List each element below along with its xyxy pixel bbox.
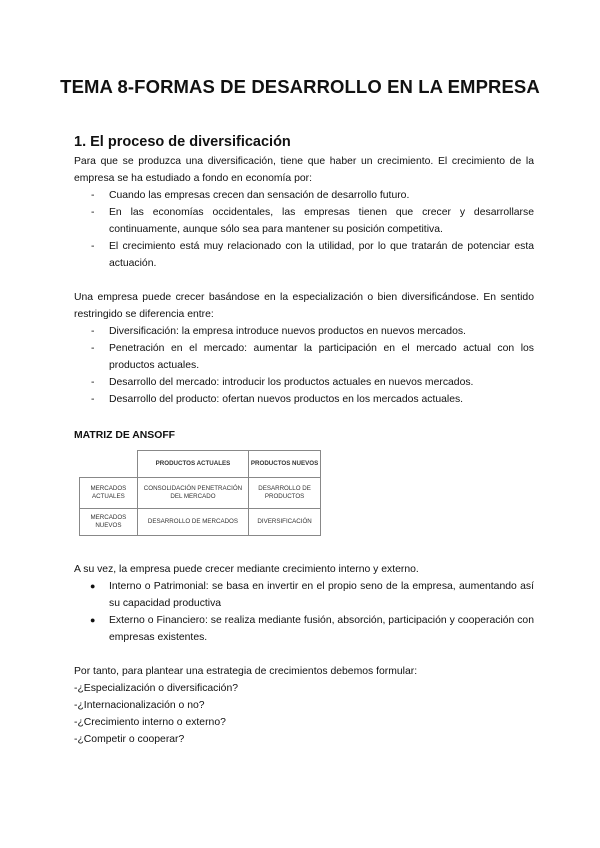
list-item: - En las economías occidentales, las empresas tienen que crecer y desarrollarse continuamente, aunque sólo sea para mantener su posición competitiva. (91, 207, 534, 235)
list-item: ● Externo o Financiero: se realiza mediante fusión, absorción, participación y cooperación con empresas existentes. (74, 612, 534, 646)
list-item: - El crecimiento está muy relacionado con la utilidad, por lo que tratarán de potenciar esta actuación. (91, 241, 534, 269)
list-item: - Desarrollo del mercado: introducir los productos actuales en nuevos mercados. (91, 377, 474, 388)
section3-list (74, 578, 534, 646)
question-item: -¿Internacionalización o no? (74, 700, 205, 711)
question-item: -¿Crecimiento interno o externo? (74, 717, 226, 728)
ansoff-matrix (79, 450, 321, 536)
table-header: PRODUCTOS NUEVOS (249, 451, 321, 478)
question-item: -¿Competir o cooperar? (74, 734, 185, 745)
row-header: MERCADOS NUEVOS (80, 509, 138, 536)
table-cell: DIVERSIFICACIÓN (249, 509, 321, 536)
list-item: ● Interno o Patrimonial: se basa en invertir en el propio seno de la empresa, aumentando así su capacidad productiva (74, 578, 534, 612)
question-item: -¿Especialización o diversificación? (74, 683, 239, 694)
table-cell: DESARROLLO DE MERCADOS (137, 509, 248, 536)
bullet-icon: ● (90, 615, 96, 625)
list-item: - Diversificación: la empresa introduce nuevos productos en nuevos mercados. (91, 326, 466, 337)
table-row (80, 478, 321, 509)
section-heading: 1. El proceso de diversificación (74, 134, 291, 150)
section4-intro: Por tanto, para plantear una estrategia de crecimientos debemos formular: (74, 666, 418, 677)
section4-block (74, 663, 534, 748)
section3-block (74, 561, 534, 646)
table-cell: CONSOLIDACIÓN PENETRACIÓN DEL MERCADO (137, 478, 248, 509)
section2-block (74, 289, 534, 408)
list-item: - Cuando las empresas crecen dan sensación de desarrollo futuro. (91, 190, 410, 201)
document-title: TEMA 8-FORMAS DE DESARROLLO EN LA EMPRESA (60, 76, 540, 97)
table-row (80, 451, 321, 478)
matrix-label: MATRIZ DE ANSOFF (74, 430, 176, 441)
section3-intro: A su vez, la empresa puede crecer mediante crecimiento interno y externo. (74, 564, 419, 575)
list-item: - Penetración en el mercado: aumentar la participación en el mercado actual con los productos actuales. (91, 343, 534, 371)
list-item: - Desarrollo del producto: ofertan nuevos productos en los mercados actuales. (91, 394, 464, 405)
section2-list (74, 323, 534, 408)
section2-intro: Una empresa puede crecer basándose en la especialización o bien diversificándose. En sentido restringido se diferencia entre: (74, 292, 534, 320)
section1-block (74, 153, 534, 272)
row-header: MERCADOS ACTUALES (80, 478, 138, 509)
table-cell: DESARROLLO DE PRODUCTOS (249, 478, 321, 509)
table-header: PRODUCTOS ACTUALES (137, 451, 248, 478)
bullet-icon: ● (90, 581, 96, 591)
section1-intro: Para que se produzca una diversificación, tiene que haber un crecimiento. El crecimiento de la empresa se ha estudiado a fondo en economía por: (74, 156, 534, 184)
section1-list (74, 187, 534, 272)
table-row (80, 509, 321, 536)
